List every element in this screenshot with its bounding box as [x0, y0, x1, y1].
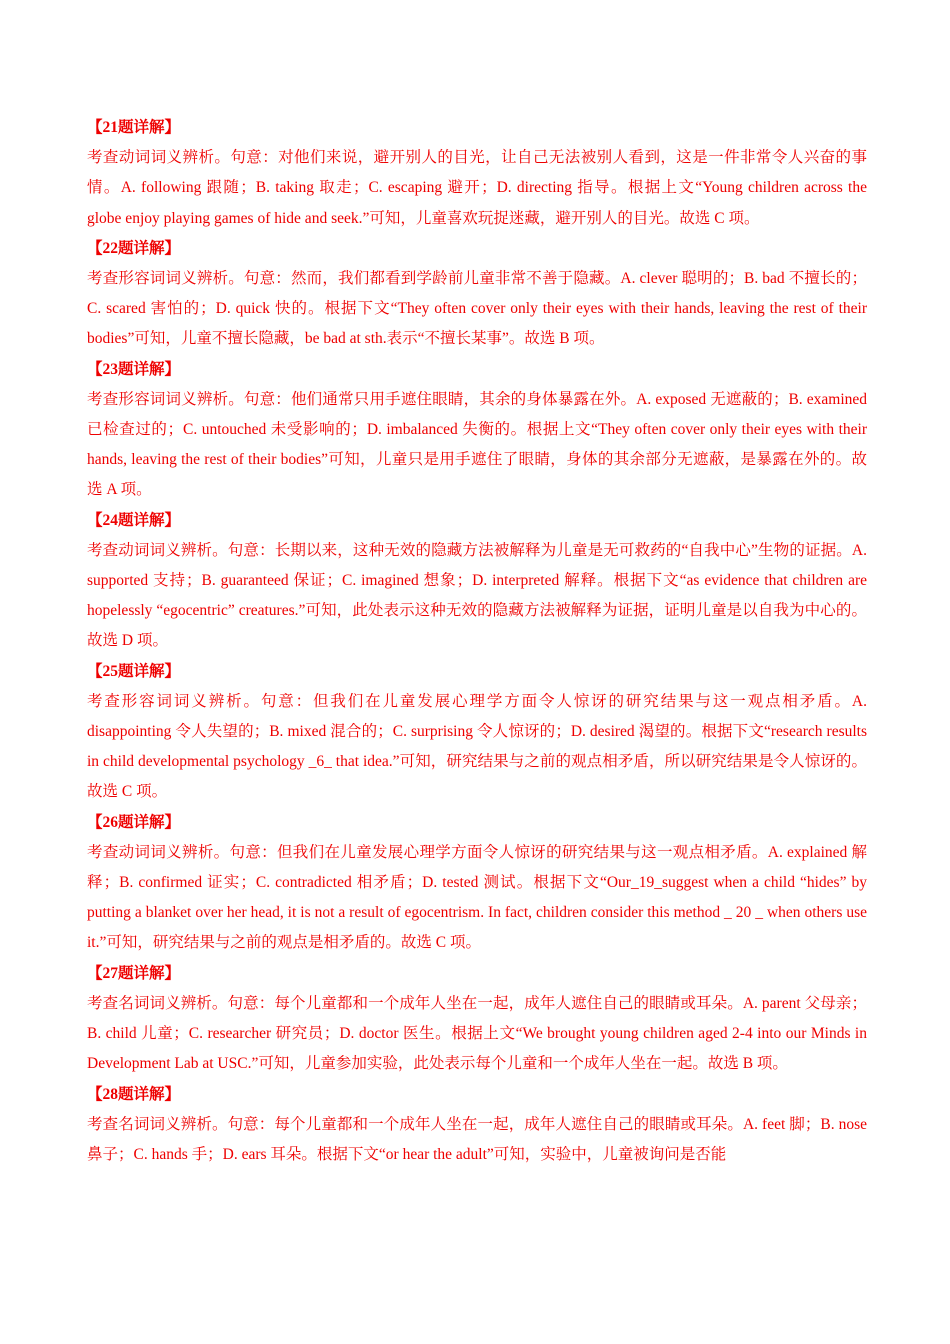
section-body: 考查动词词义辨析。句意：对他们来说，避开别人的目光，让自己无法被别人看到，这是一件非常令人兴奋的事情。A. following 跟随；B. taking 取走；C. escaping 避开；D. directing 指导。根据上文“Young children across the globe enjoy playing games of hide and seek.”可知，儿童喜欢玩捉迷藏，避开别人的目光。故选 C 项。	[87, 149, 867, 227]
section-heading: 【21题详解】	[87, 119, 181, 136]
section-28	[87, 1080, 867, 1171]
section-27	[87, 959, 867, 1080]
document-page	[87, 113, 867, 1170]
section-body: 考查动词词义辨析。句意：长期以来，这种无效的隐藏方法被解释为儿童是无可救药的“自我中心”生物的证据。A. supported 支持；B. guaranteed 保证；C. imagined 想象；D. interpreted 解释。根据下文“as evidence that children are hopelessly “egocentric” creatures.”可知，此处表示这种无效的隐藏方法被解释为证据，证明儿童是以自我为中心的。故选 D 项。	[87, 541, 867, 650]
section-body: 考查名词词义辨析。句意：每个儿童都和一个成年人坐在一起，成年人遮住自己的眼睛或耳朵。A. feet 脚；B. nose 鼻子；C. hands 手；D. ears 耳朵。根据下文“or hear the adult”可知，实验中，儿童被询问是否能	[87, 1115, 867, 1163]
section-24	[87, 506, 867, 657]
section-heading: 【24题详解】	[87, 511, 181, 529]
section-25	[87, 657, 867, 808]
section-body: 考查形容词词义辨析。句意：他们通常只用手遮住眼睛，其余的身体暴露在外。A. exposed 无遮蔽的；B. examined 已检查过的；C. untouched 未受影响的；D. imbalanced 失衡的。根据上文“They often cover only their eyes with their hands, leaving the rest of their bodies”可知，儿童只是用手遮住了眼睛，身体的其余部分无遮蔽，是暴露在外的。故选 A 项。	[87, 390, 867, 499]
section-heading: 【25题详解】	[87, 662, 181, 680]
section-23	[87, 355, 867, 506]
section-heading: 【27题详解】	[87, 964, 181, 982]
section-21	[87, 113, 867, 234]
section-22	[87, 234, 867, 355]
section-body: 考查名词词义辨析。句意：每个儿童都和一个成年人坐在一起，成年人遮住自己的眼睛或耳朵。A. parent 父母亲；B. child 儿童；C. researcher 研究员；D. doctor 医生。根据上文“We brought young children aged 2-4 into our Minds in Development Lab at USC.”可知，儿童参加实验，此处表示每个儿童和一个成年人坐在一起。故选 B 项。	[87, 994, 867, 1073]
section-body: 考查形容词词义辨析。句意：然而，我们都看到学龄前儿童非常不善于隐藏。A. clever 聪明的；B. bad 不擅长的；C. scared 害怕的；D. quick 快的。根据下文“They often cover only their eyes with their hands, leaving the rest of their bodies”可知，儿童不擅长隐藏，be bad at sth.表示“不擅长某事”。故选 B 项。	[87, 270, 867, 348]
section-heading: 【22题详解】	[87, 239, 181, 257]
section-body: 考查形容词词义辨析。句意：但我们在儿童发展心理学方面令人惊讶的研究结果与这一观点相矛盾。A. disappointing 令人失望的；B. mixed 混合的；C. surprising 令人惊讶的；D. desired 渴望的。根据下文“research results in child developmental psychology _6_ that idea.”可知，研究结果与之前的观点相矛盾，所以研究结果是令人惊讶的。故选 C 项。	[87, 692, 867, 801]
section-body: 考查动词词义辨析。句意：但我们在儿童发展心理学方面令人惊讶的研究结果与这一观点相矛盾。A. explained 解释；B. confirmed 证实；C. contradicted 相矛盾；D. tested 测试。根据下文“Our_19_suggest when a child “hides” by putting a blanket over her head, it is not a result of egocentrism. In fact, children consider this method _ 20 _ when others use it.”可知，研究结果与之前的观点是相矛盾的。故选 C 项。	[87, 843, 867, 952]
section-heading: 【23题详解】	[87, 360, 181, 378]
section-26	[87, 808, 867, 959]
section-heading: 【28题详解】	[87, 1085, 181, 1103]
section-heading: 【26题详解】	[87, 813, 181, 831]
